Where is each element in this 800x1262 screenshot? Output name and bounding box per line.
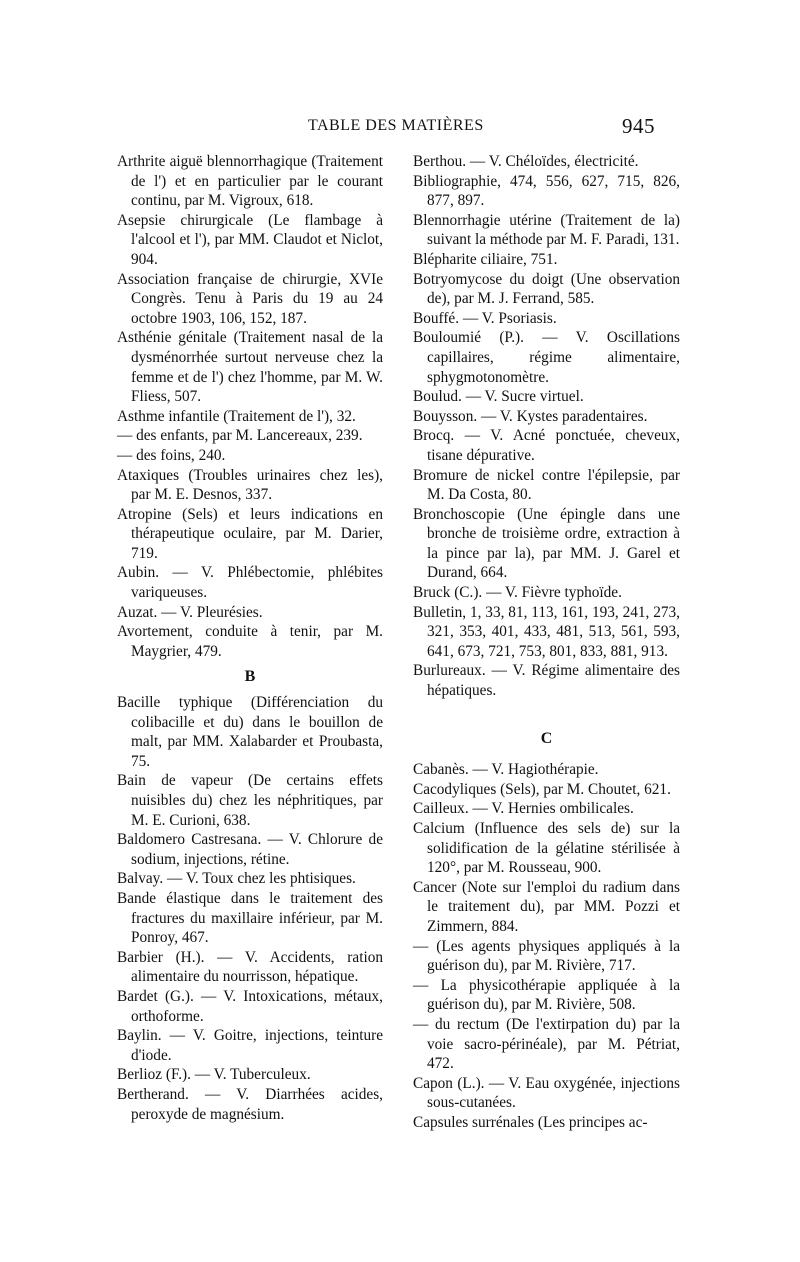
index-entry: Blépharite ciliaire, 751. xyxy=(413,250,558,268)
index-entry: Bardet (G.). — V. Intoxications, métaux, orthoforme. xyxy=(117,987,383,1025)
index-entry: Capsules surrénales (Les principes ac- xyxy=(413,1113,648,1131)
index-entry: Bruck (C.). — V. Fièvre typhoïde. xyxy=(413,584,622,602)
index-entry: Bain de vapeur (De certains effets nuisibles du) chez les néphritiques, par M. E. Curioni, 638. xyxy=(117,772,383,829)
index-entry: Barbier (H.). — V. Accidents, ration alimentaire du nourrisson, hépatique. xyxy=(117,948,383,986)
index-entry: Bertherand. — V. Diarrhées acides, peroxyde de magnésium. xyxy=(117,1085,383,1123)
index-entry: Asthme infantile (Traitement de l'), 32. xyxy=(117,407,356,425)
index-entry: Cacodyliques (Sels), par M. Choutet, 621. xyxy=(413,780,671,798)
right-column xyxy=(413,152,680,1133)
index-entry: Bulletin, 1, 33, 81, 113, 161, 193, 241, 273, 321, 353, 401, 433, 481, 513, 561, 593, 641, 673, 721, 753, 801, 833, 881, 913. xyxy=(413,603,680,660)
index-entry: Botryomycose du doigt (Une observation de), par M. J. Ferrand, 585. xyxy=(413,270,680,308)
index-entry: Bouffé. — V. Psoriasis. xyxy=(413,309,557,327)
index-entry: Brocq. — V. Acné ponctuée, cheveux, tisane dépurative. xyxy=(413,427,680,464)
index-entry: Avortement, conduite à tenir, par M. Maygrier, 479. xyxy=(117,623,383,660)
index-entry: Bouysson. — V. Kystes paradentaires. xyxy=(413,407,648,425)
index-entry: Capon (L.). — V. Eau oxygénée, injections sous-cutanées. xyxy=(413,1074,680,1112)
index-entry: Auzat. — V. Pleurésies. xyxy=(117,603,263,621)
index-entry: Blennorrhagie utérine (Traitement de la) suivant la méthode par M. F. Paradi, 131. xyxy=(413,211,680,249)
index-entry: — des enfants, par M. Lancereaux, 239. xyxy=(117,427,363,445)
page-number: 945 xyxy=(622,114,655,138)
index-entry: Cancer (Note sur l'emploi du radium dans le traitement du), par MM. Pozzi et Zimmern, 884. xyxy=(413,878,680,935)
index-entry: Bande élastique dans le traitement des fractures du maxillaire inférieur, par M. Ponroy, 467. xyxy=(117,889,383,947)
index-entry: Bromure de nickel contre l'épilepsie, par M. Da Costa, 80. xyxy=(413,466,680,504)
index-entry: Cailleux. — V. Hernies ombilicales. xyxy=(413,800,634,818)
index-entry: Bouloumié (P.). — V. Oscillations capillaires, régime alimentaire, sphygmotonomètre. xyxy=(413,329,680,386)
index-entry: Boulud. — V. Sucre virtuel. xyxy=(413,388,584,406)
index-entry: Atropine (Sels) et leurs indications en thérapeutique oculaire, par M. Darier, 719. xyxy=(117,505,383,562)
index-entry: Arthrite aiguë blennorrhagique (Traitement de l') et en particulier par le courant continu, par M. Vigroux, 618. xyxy=(117,153,383,210)
index-entry: Bronchoscopie (Une épingle dans une bronche de troisième ordre, extraction à la pince par la), par MM. J. Garel et Durand, 664. xyxy=(413,505,680,582)
index-entry: Ataxiques (Troubles urinaires chez les), par M. E. Desnos, 337. xyxy=(117,466,383,504)
index-entry: Calcium (Influence des sels de) sur la solidification de la gélatine stérilisée à 120°, par M. Rousseau, 900. xyxy=(413,820,680,877)
index-entry: — des foins, 240. xyxy=(117,446,226,464)
index-entry: Baylin. — V. Goitre, injections, teinture d'iode. xyxy=(117,1027,383,1064)
running-title: TABLE DES MATIÈRES xyxy=(308,117,484,134)
index-entry: — du rectum (De l'extirpation du) par la voie sacro-périnéale), par M. Pétriat, 472. xyxy=(413,1015,680,1073)
index-entry: Bacille typhique (Différenciation du colibacille et du) dans le bouillon de malt, par MM. Xalabarder et Proubasta, 75. xyxy=(117,694,383,770)
index-entry: Aubin. — V. Phlébectomie, phlébites variqueuses. xyxy=(117,564,383,602)
left-column xyxy=(117,152,383,1124)
index-entry: Berthou. — V. Chéloïdes, électricité. xyxy=(413,153,639,170)
index-entry: — La physicothérapie appliquée à la guérison du), par M. Rivière, 508. xyxy=(413,976,680,1014)
index-entry: Association française de chirurgie, XVIe Congrès. Tenu à Paris du 19 au 24 octobre 1903, 106, 152, 187. xyxy=(117,270,383,327)
section-letter: B xyxy=(244,668,256,686)
index-entry: Baldomero Castresana. — V. Chlorure de sodium, injections, rétine. xyxy=(117,831,383,868)
index-entry: Cabanès. — V. Hagiothérapie. xyxy=(413,761,599,779)
index-entry: Bibliographie, 474, 556, 627, 715, 826, 877, 897. xyxy=(413,172,680,210)
index-entry: — (Les agents physiques appliqués à la guérison du), par M. Rivière, 717. xyxy=(413,937,680,975)
index-entry: Asepsie chirurgicale (Le flambage à l'alcool et l'), par MM. Claudot et Niclot, 904. xyxy=(117,211,383,268)
page-header xyxy=(0,114,800,141)
index-entry: Berlioz (F.). — V. Tuberculeux. xyxy=(117,1066,311,1084)
section-letter: C xyxy=(540,729,553,747)
index-entry: Balvay. — V. Toux chez les phtisiques. xyxy=(117,870,356,888)
index-entry: Burlureaux. — V. Régime alimentaire des hépatiques. xyxy=(413,662,680,700)
index-entry: Asthénie génitale (Traitement nasal de la dysménorrhée surtout nerveuse chez la femme et de l') chez l'homme, par M. W. Fliess, 507. xyxy=(117,329,383,406)
